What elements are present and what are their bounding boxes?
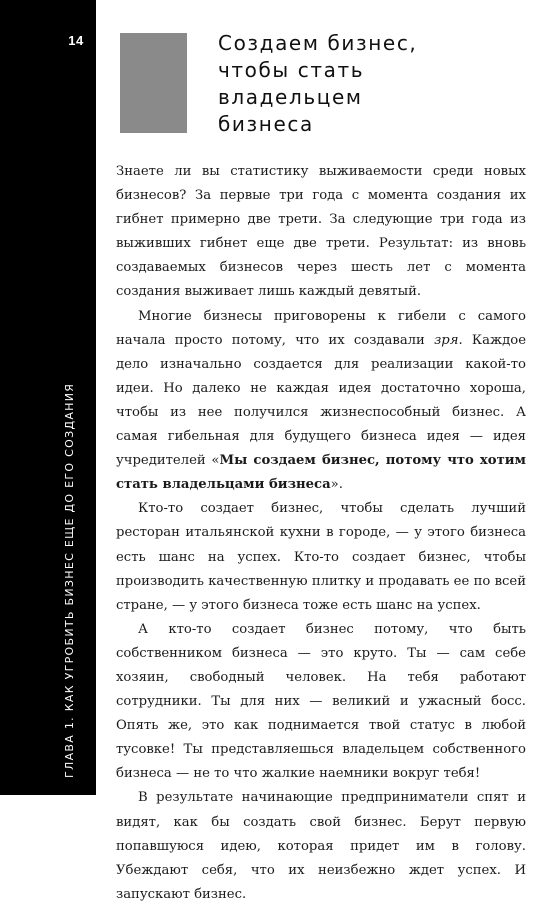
paragraph: В результате начинающие предприниматели спят и видят, как бы создать свой бизнес. Берут первую попавшуюся идею, которая придет им в голову. Убеждают себя, что их неизбежно ждет успех. И запускают бизнес. bbox=[116, 790, 526, 902]
section-title-line: владельцем bbox=[218, 85, 363, 109]
section-title-line: бизнеса bbox=[218, 112, 314, 136]
paragraph: Кто-то создает бизнес, чтобы сделать лучший ресторан итальянской кухни в городе, — у этого бизнеса есть шанс на успех. Кто-то создает бизнес, чтобы производить качественную плитку и продавать ее по всей стране, — у этого бизнеса тоже есть шанс на успех. bbox=[116, 501, 526, 613]
emphasis-text: зря bbox=[434, 332, 459, 348]
page-number: 14 bbox=[68, 33, 84, 48]
section-title-line: чтобы стать bbox=[218, 58, 365, 82]
decorative-block bbox=[120, 33, 187, 133]
section-title-line: Создаем бизнес, bbox=[218, 31, 418, 55]
paragraph: Знаете ли вы статистику выживаемости среди новых бизнесов? За первые три года с момента создания их гибнет примерно две трети. За следующие три года из выживших гибнет еще две трети. Результат: из вновь создаваемых бизнесов через шесть лет с момента создания выживает лишь каждый девятый. bbox=[116, 164, 526, 300]
running-head: ГЛАВА 1. КАК УГРОБИТЬ БИЗНЕС ЕЩЕ ДО ЕГО СОЗДАНИЯ bbox=[63, 382, 76, 778]
bold-text: Мы создаем бизнес, потому что хотим стать владельцами бизнеса bbox=[116, 453, 526, 493]
sidebar bbox=[0, 0, 96, 795]
paragraph-text: ». bbox=[330, 477, 343, 493]
paragraph: А кто-то создает бизнес потому, что быть собственником бизнеса — это круто. Ты — сам себе хозяин, свободный человек. На тебя работают сотрудники. Ты для них — великий и ужасный босс. Опять же, это как поднимается твой статус в любой тусовке! Ты представляешься владельцем собственного бизнеса — не то что жалкие наемники вокруг тебя! bbox=[116, 621, 526, 782]
paragraph-text: Многие бизнесы приговорены к гибели с самого начала просто потому, что их создавали bbox=[116, 308, 526, 348]
paragraph bbox=[116, 305, 526, 498]
section-title bbox=[218, 30, 538, 138]
paragraph-text: . Каждое дело изначально создается для реализации какой-то идеи. Но далеко не каждая идея достаточно хороша, чтобы из нее получился жизнеспособный бизнес. А самая гибельная для будущего бизнеса идея — идея учредителей « bbox=[116, 332, 526, 469]
